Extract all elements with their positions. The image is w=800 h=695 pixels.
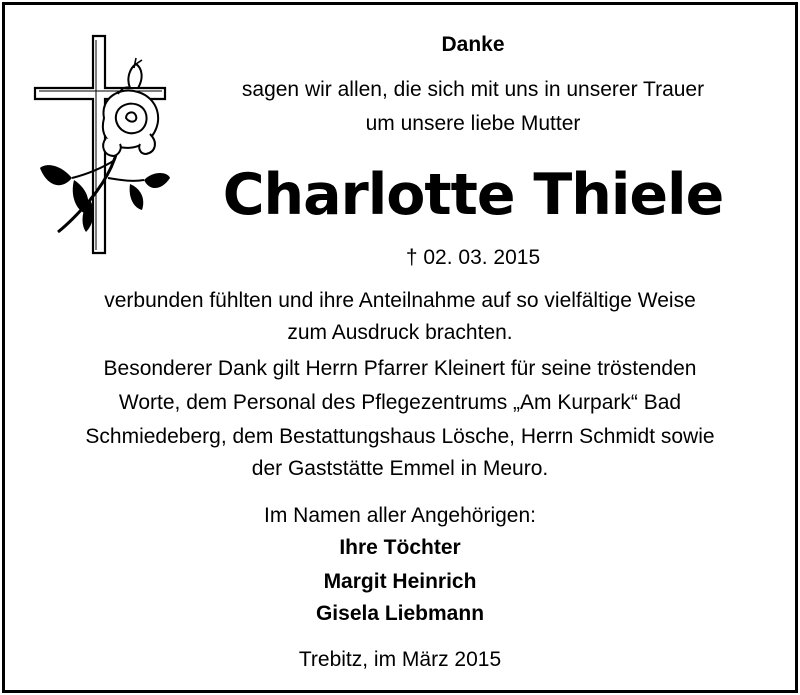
cross-with-rose-icon <box>30 28 175 258</box>
signoff-intro: Im Namen aller Angehörigen: <box>264 504 536 527</box>
body-line: Besonderer Dank gilt Herrn Pfarrer Kleinert für seine tröstenden <box>103 357 697 380</box>
intro-line: sagen wir allen, die sich mit uns in unserer Trauer <box>241 78 705 101</box>
body-line: der Gaststätte Emmel in Meuro. <box>251 457 549 480</box>
notice-heading: Danke <box>441 33 505 56</box>
place-date: Trebitz, im März 2015 <box>298 648 502 671</box>
body-line: verbunden fühlten und ihre Anteilnahme auf so vielfältige Weise <box>104 289 696 312</box>
body-line: zum Ausdruck brachten. <box>287 321 513 344</box>
signatory: Margit Heinrich <box>323 570 477 593</box>
signatory: Ihre Töchter <box>339 536 461 559</box>
signatory: Gisela Liebmann <box>315 602 485 625</box>
body-line: Schmiedeberg, dem Bestattungshaus Lösche, Herrn Schmidt sowie <box>85 425 715 448</box>
death-date: † 02. 03. 2015 <box>405 246 541 269</box>
deceased-name: Charlotte Thiele <box>222 162 724 228</box>
body-line: Worte, dem Personal des Pflegezentrums „Am Kurpark“ Bad <box>118 391 682 414</box>
intro-line: um unsere liebe Mutter <box>365 112 581 135</box>
